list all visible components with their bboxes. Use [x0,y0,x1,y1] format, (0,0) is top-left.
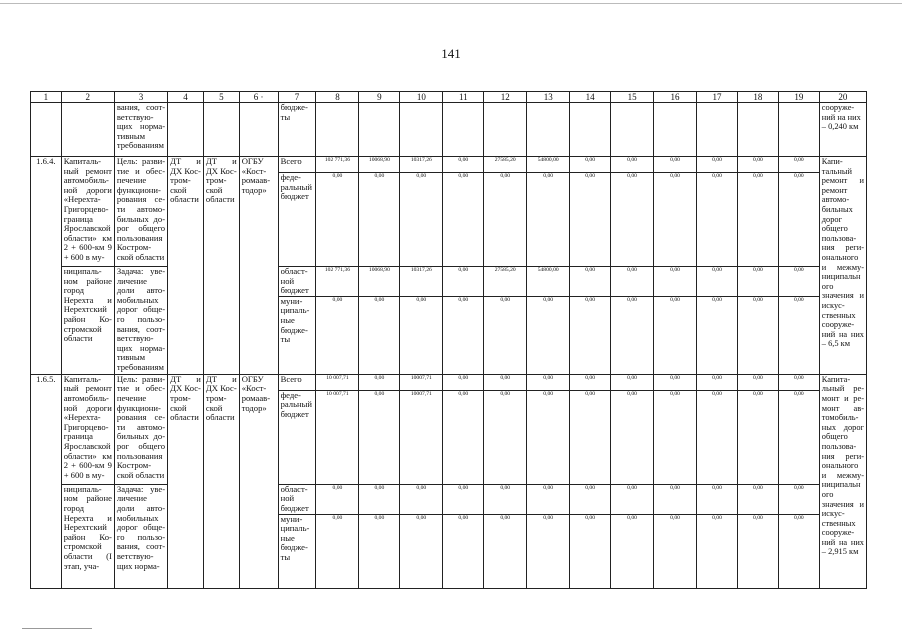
budget-table [30,91,867,589]
funding-value: 0,00 [778,374,819,390]
header-cell: 9 [359,92,400,103]
funding-value: 0,00 [527,374,570,390]
funding-value: 0,00 [611,390,654,484]
funding-value: 0,00 [737,296,778,374]
cont-cell-13 [527,103,570,157]
cont-cell-1 [31,103,62,157]
cont-goal: вания, соот-ветствую-щих норма-тивным требованиям [114,103,167,157]
header-cell: 13 [527,92,570,103]
funding-value: 10007,71 [400,374,443,390]
funding-source: Всего [278,157,316,173]
cont-cell-19 [778,103,819,157]
co-executor: ДТ и ДХ Кос-тром-ской области [203,374,239,588]
funding-value: 10 007,71 [316,390,359,484]
funding-value: 0,00 [484,390,527,484]
funding-value: 0,00 [737,173,778,267]
responsible-executor: ДТ и ДХ Кос-тром-ской области [168,374,204,588]
expected-result: Капи-тальный ремонт и ремонт автомо-бильных дорог общего пользова-ния реги-онального и межму-ниципального значения и искус-ственных сооруже-ний на них – 6,5 км [819,157,866,375]
header-cell: 3 [114,92,167,103]
funding-value: 0,00 [443,484,484,514]
funding-value: 0,00 [611,514,654,588]
funding-source: феде-ральный бюджет [278,173,316,267]
header-cell: 4 [168,92,204,103]
funding-value: 0,00 [654,267,697,297]
funding-source: Всего [278,374,316,390]
header-cell: 7 [278,92,316,103]
funding-value: 0,00 [570,514,611,588]
expected-result: Капита-льный ре-монт и ре-монт ав-томобиль-ных дорог общего пользова-ния реги-онального и межму-ниципального значения и искус-ственных сооруже-ний на них – 2,915 км [819,374,866,588]
cont-cell-2 [61,103,114,157]
cont-cell-18 [737,103,778,157]
funding-value: 54800,00 [527,157,570,173]
funding-value: 0,00 [654,514,697,588]
table-row [31,157,867,173]
funding-value: 0,00 [316,173,359,267]
funding-value: 0,00 [778,514,819,588]
funding-value: 0,00 [527,390,570,484]
funding-source: муни-ципаль-ные бюдже-ты [278,296,316,374]
funding-value: 0,00 [737,374,778,390]
header-cell: 1 [31,92,62,103]
funding-value: 0,00 [443,390,484,484]
funding-value: 0,00 [316,484,359,514]
funding-value: 27585,20 [484,157,527,173]
measure-task: Задача: уве-личение доли авто-мобильных дорог обще-го пользо-вания, соот-ветствую-щих норма-тивным требованиям [114,267,167,375]
funding-value: 10 007,71 [316,374,359,390]
funding-value: 0,00 [611,173,654,267]
measure-number: 1.6.5. [31,374,62,588]
funding-value: 0,00 [527,514,570,588]
funding-value: 0,00 [697,390,738,484]
funding-value: 0,00 [570,484,611,514]
participant: ОГБУ «Кост-ромаав-тодор» [239,374,278,588]
funding-value: 10068,90 [359,267,400,297]
header-cell: 18 [737,92,778,103]
funding-value: 0,00 [611,296,654,374]
funding-value: 0,00 [527,173,570,267]
cont-cell-5 [203,103,239,157]
funding-value: 0,00 [570,267,611,297]
funding-value: 0,00 [484,374,527,390]
funding-value: 0,00 [443,296,484,374]
bottom-rule [22,628,92,629]
funding-value: 0,00 [654,157,697,173]
funding-value: 0,00 [443,267,484,297]
cont-cell-4 [168,103,204,157]
header-cell: 17 [697,92,738,103]
table-row [31,374,867,390]
funding-value: 0,00 [527,296,570,374]
funding-value: 10007,71 [400,390,443,484]
funding-value: 0,00 [778,390,819,484]
funding-value: 0,00 [654,374,697,390]
header-cell: 12 [484,92,527,103]
funding-value: 0,00 [400,296,443,374]
funding-value: 0,00 [527,484,570,514]
cont-cell-10 [400,103,443,157]
funding-value: 0,00 [359,173,400,267]
funding-value: 0,00 [400,484,443,514]
funding-value: 0,00 [443,157,484,173]
funding-value: 0,00 [697,267,738,297]
continuation-row [31,103,867,157]
funding-value: 0,00 [359,484,400,514]
funding-value: 0,00 [611,374,654,390]
cont-cell-9 [359,103,400,157]
header-cell: 16 [654,92,697,103]
funding-value: 27585,20 [484,267,527,297]
funding-value: 0,00 [654,390,697,484]
funding-value: 0,00 [737,157,778,173]
funding-value: 0,00 [654,296,697,374]
funding-value: 0,00 [697,514,738,588]
measure-task: Задача: уве-личение доли авто-мобильных дорог обще-го пользо-вания, соот-ветствую-щих норма- [114,484,167,588]
header-cell: 6 · [239,92,278,103]
cont-cell-12 [484,103,527,157]
funding-value: 0,00 [778,296,819,374]
participant: ОГБУ «Кост-ромаав-тодор» [239,157,278,375]
cont-cell-8 [316,103,359,157]
funding-value: 0,00 [316,296,359,374]
measure-goal: Цель: разви-тие и обес-печение функциони-рования се-ти автомо-бильных до-рог общего пользования Костром-ской области [114,157,167,267]
page-number: 141 [441,46,461,61]
funding-source: област-ной бюджет [278,267,316,297]
funding-value: 10068,90 [359,157,400,173]
cont-cell-17 [697,103,738,157]
header-cell: 10 [400,92,443,103]
funding-value: 0,00 [400,514,443,588]
measure-name-part-b: ниципаль-ном районе город Нерехта и Нерехтский район Ко-стромской области (I этап, уча- [61,484,114,588]
cont-result: сооруже-ний на них – 0,240 км [819,103,866,157]
funding-value: 54800,00 [527,267,570,297]
funding-value: 0,00 [737,514,778,588]
header-cell: 8 [316,92,359,103]
funding-value: 0,00 [443,514,484,588]
funding-value: 102 771,36 [316,157,359,173]
funding-value: 0,00 [570,296,611,374]
measure-number: 1.6.4. [31,157,62,375]
funding-value: 0,00 [697,484,738,514]
funding-source: муни-ципаль-ные бюдже-ты [278,514,316,588]
funding-value: 0,00 [697,173,738,267]
cont-source: бюдже-ты [278,103,316,157]
funding-value: 0,00 [359,296,400,374]
funding-value: 0,00 [778,157,819,173]
cont-cell-11 [443,103,484,157]
table-row [31,484,867,514]
funding-value: 0,00 [697,157,738,173]
funding-source: област-ной бюджет [278,484,316,514]
header-cell: 14 [570,92,611,103]
funding-value: 0,00 [778,173,819,267]
funding-value: 0,00 [737,267,778,297]
funding-value: 10317,26 [400,267,443,297]
funding-value: 0,00 [484,173,527,267]
funding-value: 0,00 [443,173,484,267]
header-cell: 5 [203,92,239,103]
funding-value: 0,00 [778,267,819,297]
header-cell: 2 [61,92,114,103]
measure-goal: Цель: разви-тие и обес-печение функциони-рования се-ти автомо-бильных до-рог общего пользования Костром-ской области [114,374,167,484]
funding-value: 0,00 [570,173,611,267]
funding-value: 0,00 [778,484,819,514]
funding-value: 0,00 [611,484,654,514]
cont-cell-16 [654,103,697,157]
funding-value: 0,00 [484,296,527,374]
measure-name-part-a: Капиталь-ный ремонт автомобиль-ной дороги «Нерехта-Григорцево-граница Ярославской области» км 2 + 600-км 9 + 600 в му- [61,374,114,484]
funding-value: 0,00 [400,173,443,267]
funding-value: 0,00 [484,484,527,514]
funding-value: 0,00 [737,390,778,484]
funding-value: 0,00 [654,484,697,514]
funding-source: феде-ральный бюджет [278,390,316,484]
funding-value: 0,00 [697,296,738,374]
funding-value: 10317,26 [400,157,443,173]
table-row [31,267,867,297]
measure-name-part-a: Капиталь-ный ремонт автомобиль-ной дороги «Нерехта-Григорцево-граница Ярославской области» км 2 + 600-км 9 + 600 в му- [61,157,114,267]
funding-value: 0,00 [611,267,654,297]
header-row [31,92,867,103]
cont-cell-15 [611,103,654,157]
funding-value: 0,00 [359,514,400,588]
header-cell: 15 [611,92,654,103]
funding-value: 0,00 [359,374,400,390]
responsible-executor: ДТ и ДХ Кос-тром-ской области [168,157,204,375]
funding-value: 0,00 [359,390,400,484]
funding-value: 0,00 [611,157,654,173]
funding-value: 0,00 [570,390,611,484]
funding-value: 0,00 [654,173,697,267]
cont-cell-14 [570,103,611,157]
funding-value: 0,00 [316,514,359,588]
co-executor: ДТ и ДХ Кос-тром-ской области [203,157,239,375]
cont-cell-6 [239,103,278,157]
funding-value: 0,00 [697,374,738,390]
funding-value: 0,00 [737,484,778,514]
funding-value: 0,00 [443,374,484,390]
top-rule [0,3,902,4]
funding-value: 0,00 [570,157,611,173]
table-body [31,92,867,589]
funding-value: 0,00 [484,514,527,588]
header-cell: 11 [443,92,484,103]
header-cell: 20 [819,92,866,103]
measure-name-part-b: ниципаль-ном районе город Нерехта и Нерехтский район Ко-стромской области [61,267,114,375]
funding-value: 0,00 [570,374,611,390]
header-cell: 19 [778,92,819,103]
funding-value: 102 771,36 [316,267,359,297]
